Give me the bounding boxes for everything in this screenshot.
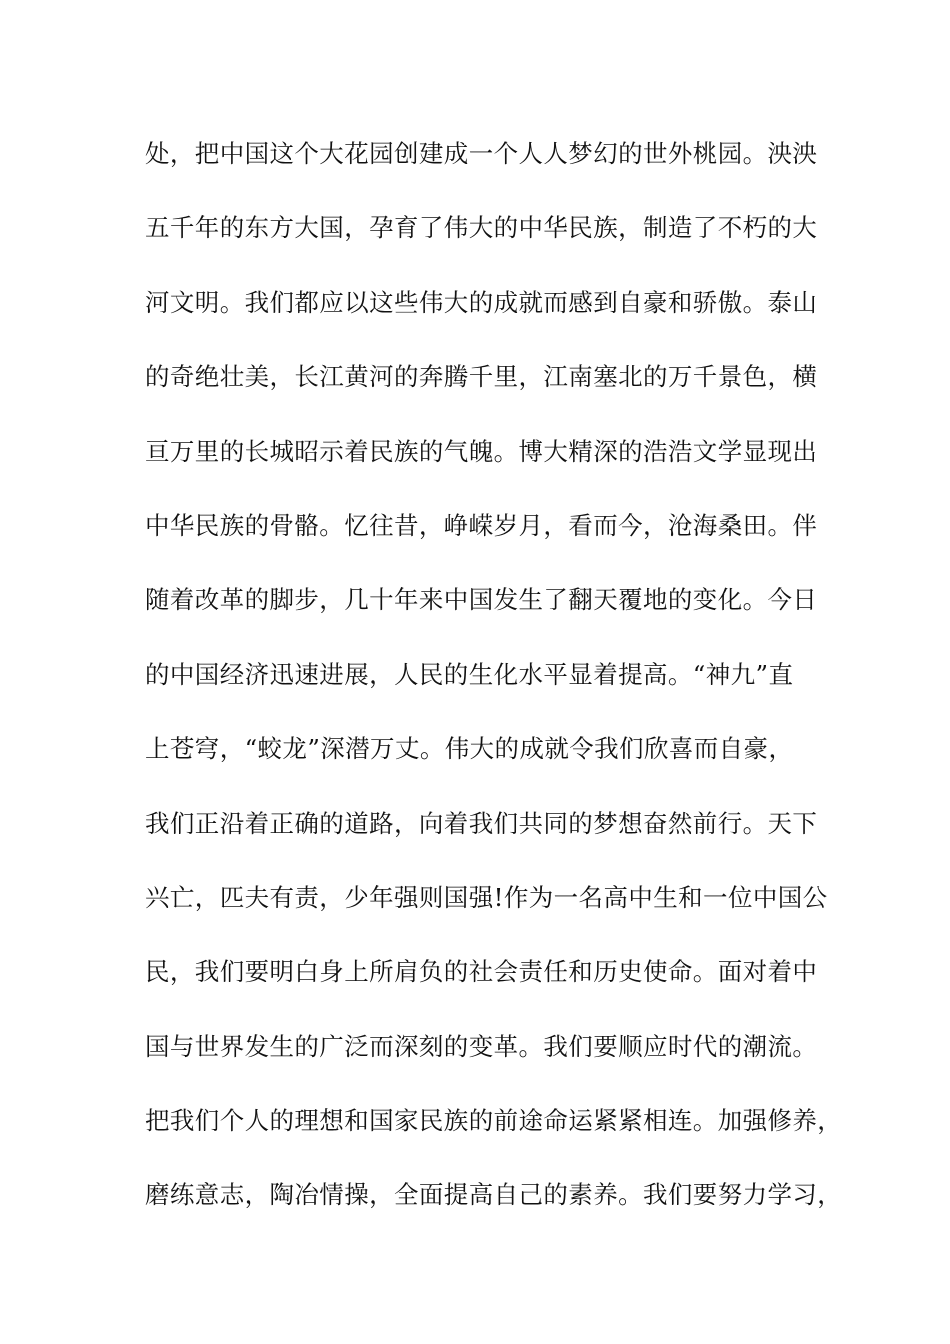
text-line: 中华民族的骨骼。忆往昔，峥嵘岁月，看而今，沧海桑田。伴 bbox=[145, 510, 818, 540]
text-line: 上苍穹，“蛟龙”深潜万丈。伟大的成就令我们欣喜而自豪， bbox=[145, 734, 794, 764]
text-line: 兴亡，匹夫有责，少年强则国强!作为一名高中生和一位中国公 bbox=[145, 882, 828, 912]
text-line: 的中国经济迅速进展，人民的生化水平显着提高。“神九”直 bbox=[145, 659, 794, 689]
text-line: 民，我们要明白身上所肩负的社会责任和历史使命。面对着中 bbox=[145, 957, 818, 987]
text-line: 的奇绝壮美，长江黄河的奔腾千里，江南塞北的万千景色，横 bbox=[145, 362, 818, 392]
text-line: 河文明。我们都应以这些伟大的成就而感到自豪和骄傲。泰山 bbox=[145, 287, 818, 317]
text-line: 国与世界发生的广泛而深刻的变革。我们要顺应时代的潮流。 bbox=[145, 1031, 818, 1061]
text-line: 亘万里的长城昭示着民族的气魄。博大精深的浩浩文学显现出 bbox=[145, 436, 818, 466]
document-body bbox=[145, 131, 843, 1247]
text-line: 把我们个人的理想和国家民族的前途命运紧紧相连。加强修养， bbox=[145, 1106, 843, 1136]
text-line: 磨练意志，陶冶情操，全面提高自己的素养。我们要努力学习， bbox=[145, 1180, 843, 1210]
text-line: 我们正沿着正确的道路，向着我们共同的梦想奋然前行。天下 bbox=[145, 808, 818, 838]
text-line: 处，把中国这个大花园创建成一个人人梦幻的世外桃园。泱泱 bbox=[145, 139, 818, 168]
text-line: 随着改革的脚步，几十年来中国发生了翻天覆地的变化。今日 bbox=[145, 585, 818, 615]
text-line: 五千年的东方大国，孕育了伟大的中华民族，制造了不朽的大 bbox=[145, 213, 818, 243]
